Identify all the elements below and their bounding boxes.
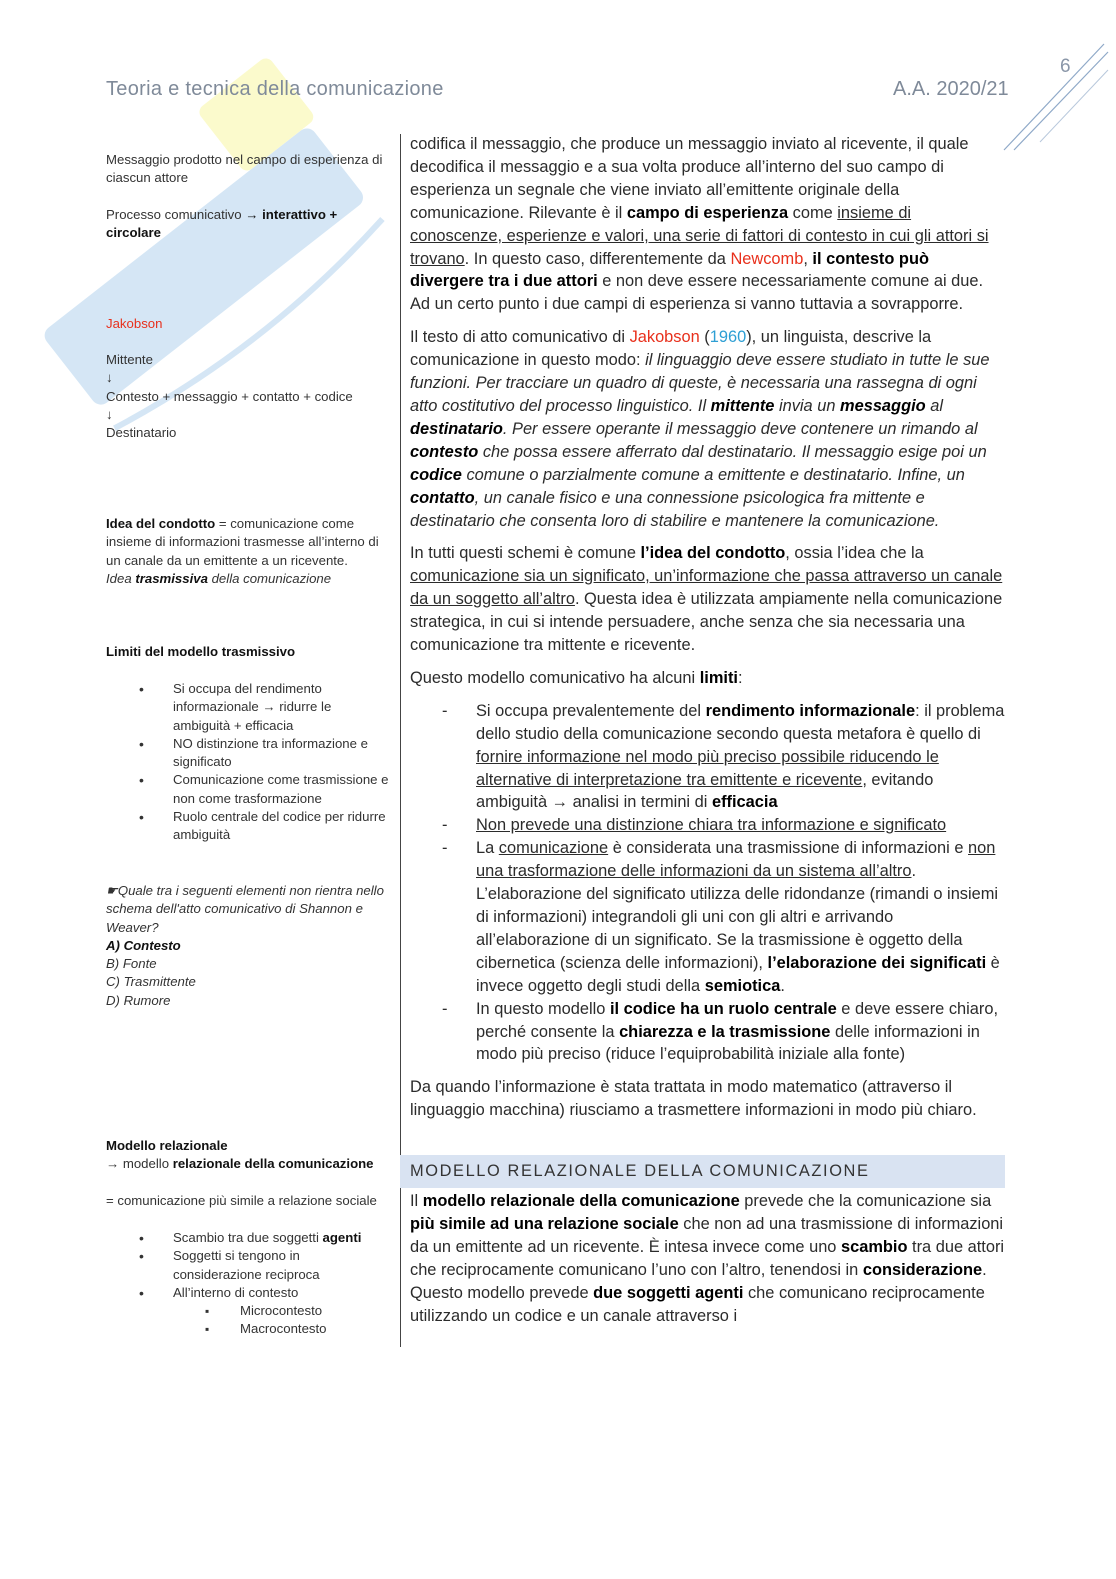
paragraph-condotto: In tutti questi schemi è comune l’idea del condotto, ossia l’idea che la comunicazione sia un significato, un’informazione che passa attraverso un canale da un soggetto all’altro. Questa idea è utilizzata ampiamente nella comunicazione strategica, in cui si intende persuadere, anche senza che sia necessaria una comunicazione tra mittente e ricevente. [410,544,1003,655]
sidebar-condotto: Idea del condotto = comunicazione come insieme di informazioni trasmesse all’interno di un canale da un emittente a un ricevente. Idea trasmissiva della comunicazione [106,516,379,586]
list-item: • NO distinzione tra informazione e significato [106,735,392,772]
list-item: - In questo modello il codice ha un ruolo centrale e deve essere chiaro, perché consente la chiarezza e la trasmissione delle informazioni in modo più preciso (riduce l’equiprobabilità iniziale alla fonte) [410,998,1005,1067]
list-item: - Non prevede una distinzione chiara tra informazione e significato [410,814,1005,837]
quiz-option: D) Rumore [106,992,171,1008]
scheme-line: Mittente [106,352,153,367]
scheme-line: Contesto + messaggio + contatto + codice [106,388,353,404]
corner-decoration [1000,40,1110,160]
sidebar-jakobson-title: Jakobson [106,316,163,331]
page-number: 6 [1060,56,1071,77]
sidebar-note-process: Processo comunicativo → interattivo + circolare [106,207,338,241]
sidebar-note-message: Messaggio prodotto nel campo di esperienza di ciascun attore [106,152,383,186]
sidebar-relazionale-def: = comunicazione più simile a relazione sociale [106,1193,377,1208]
list-item: • Soggetti si tengono in considerazione reciproca [106,1247,392,1284]
quiz-option: B) Fonte [106,956,157,972]
main-text [410,133,1005,1132]
sub-list-item: ▪ Microcontesto [106,1302,392,1320]
paragraph-matematico: Da quando l’informazione è stata trattata in modo matematico (attraverso il linguaggio macchina) riusciamo a trasmettere informazioni in modo più chiaro. [410,1078,977,1120]
sidebar-relazionale: Modello relazionale → modello relazionale della comunicazione [106,1138,374,1172]
section-heading: MODELLO RELAZIONALE DELLA COMUNICAZIONE [400,1155,1005,1188]
list-item: - La comunicazione è considerata una trasmissione di informazioni e non una trasformazione delle informazioni da un sistema all’altro. L’elaborazione del significato utilizza delle ridondanze (rimandi o insiemi di informazioni) integrandoli gli uni con gli altri e arrivando all’elaborazione di un significato. Se la trasmissione è oggetto della cibernetica (scienza delle informazioni), l’elaborazione dei significati è invece oggetto degli studi della semiotica. [410,837,1005,997]
sidebar-relazionale-list [106,1229,392,1339]
list-item: • Comunicazione come trasmissione e non come trasformazione [106,771,392,808]
sub-list-item: ▪ Macrocontesto [106,1320,392,1338]
list-item: • Si occupa del rendimento informazionale → ridurre le ambiguità + efficacia [106,680,392,735]
main-text-relazionale [410,1190,1005,1337]
sidebar-quiz [106,882,392,1010]
scheme-line: Destinatario [106,425,177,441]
quiz-option: C) Trasmittente [106,974,196,990]
list-item: • Ruolo centrale del codice per ridurre ambiguità [106,808,392,845]
paragraph-limiti: Questo modello comunicativo ha alcuni limiti: [410,668,743,687]
scheme-arrow: ↓ [106,406,113,422]
sidebar-limiti-list [106,680,392,845]
sidebar-limiti-title: Limiti del modello trasmissivo [106,644,296,659]
list-item: - Si occupa prevalentemente del rendimento informazionale: il problema dello studio della comunicazione secondo questa metafora è quello di fornire informazione nel modo più preciso possibile riducendo le alternative di interpretazione tra emittente e ricevente, evitando ambiguità → analisi in termini di efficacia [410,700,1005,815]
quiz-answer: A) Contesto [106,937,181,953]
list-item: • Scambio tra due soggetti agenti [106,1229,392,1247]
limiti-list [410,700,1005,1067]
paragraph-campo-esperienza: codifica il messaggio, che produce un messaggio inviato al ricevente, il quale decodifica il messaggio e a sua volta produce all’interno del suo campo di esperienza un segnale che viene inviato all’emittente originale della comunicazione. Rilevante è il campo di esperienza come insieme di conoscenze, esperienze e valori, una serie di fattori di contesto in cui gli attori si trovano. In questo caso, differentemente da Newcomb, il contesto può divergere tra i due attori e non deve essere necessariamente comune ai due. Ad un certo punto i due campi di esperienza si vanno tuttavia a sovrapporre. [410,135,989,314]
course-title: Teoria e tecnica della comunicazione [106,78,444,100]
list-item: • All’interno di contesto [106,1284,392,1302]
academic-year: A.A. 2020/21 [893,78,1009,100]
quiz-question: ☛Quale tra i seguenti elementi non rientra nello schema dell'atto comunicativo di Shannon e Weaver? [106,883,384,935]
scheme-arrow: ↓ [106,370,113,386]
paragraph-relazionale: Il modello relazionale della comunicazione prevede che la comunicazione sia più simile ad una relazione sociale che non ad una trasmissione di informazioni da un emittente ad un ricevente. È intesa invece come uno scambio tra due attori che reciprocamente comunicano l’uno con l’altro, tenendosi in considerazione. Questo modello prevede due soggetti agenti che comunicano reciprocamente utilizzando un codice e un canale attraverso i [410,1192,1005,1325]
sidebar-jakobson-scheme [106,351,392,442]
paragraph-jakobson: Il testo di atto comunicativo di Jakobson (1960), un linguista, descrive la comunicazione in questo modo: il linguaggio deve essere studiato in tutte le sue funzioni. Per tracciare un quadro di queste, è necessaria una rassegna di ogni atto costitutivo del processo linguistico. Il mittente invia un messaggio al destinatario. Per essere operante il messaggio deve contenere un rimando al contesto che possa essere afferrato dal destinatario. Il messaggio esige poi un codice comune o parzialmente comune a emittente e destinatario. Infine, un contatto, un canale fisico e una connessione psicologica fra mittente e destinatario che consenta loro di stabilire e mantenere la comunicazione. [410,328,990,530]
